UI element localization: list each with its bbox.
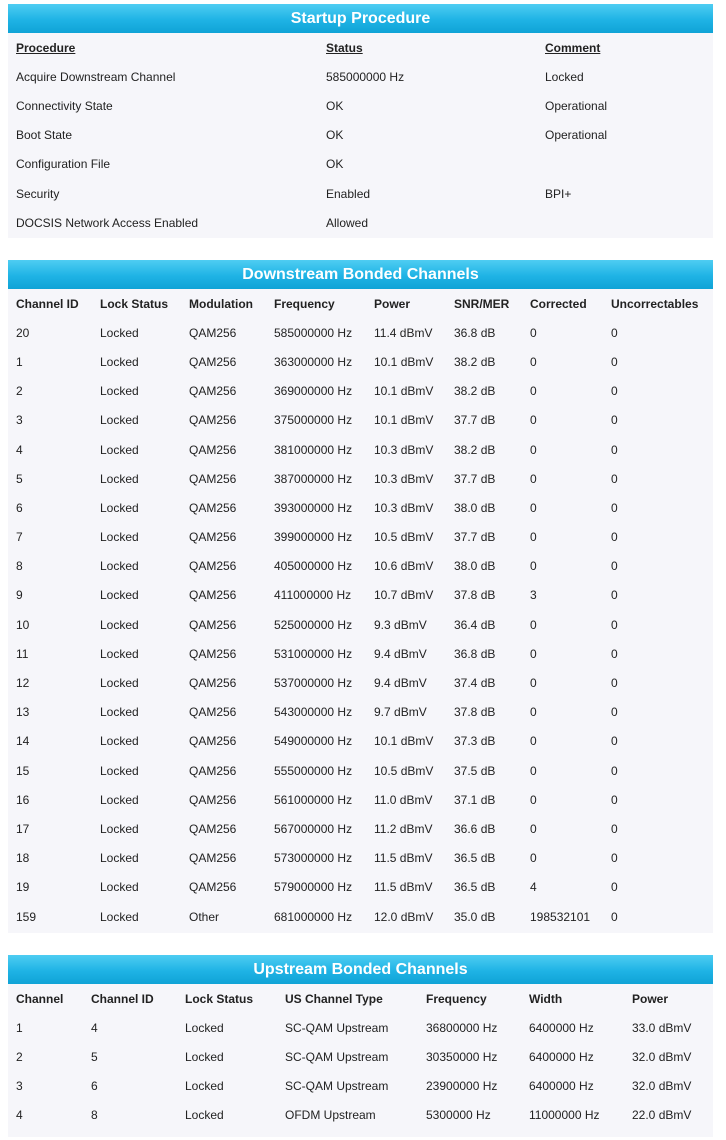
table-cell: 585000000 Hz (274, 325, 353, 340)
column-header: US Channel Type (285, 991, 383, 1006)
table-cell: Locked (100, 821, 139, 836)
table-cell: 1 (16, 1020, 23, 1035)
table-cell: 543000000 Hz (274, 705, 353, 720)
table-cell: Locked (100, 413, 139, 428)
table-cell: 37.3 dB (454, 734, 496, 749)
table-cell: 10.1 dBmV (374, 384, 434, 399)
table-row (8, 1013, 713, 1042)
table-cell: 387000000 Hz (274, 471, 353, 486)
table-cell: 0 (530, 530, 537, 545)
table-cell: Security (16, 186, 60, 201)
downstream-channels-table (8, 289, 713, 931)
table-cell: QAM256 (189, 588, 237, 603)
table-cell: 198532101 (530, 909, 591, 924)
table-cell: 16 (16, 792, 30, 807)
table-row (8, 523, 713, 552)
table-cell: 11.4 dBmV (374, 325, 433, 340)
table-cell: 9.3 dBmV (374, 617, 427, 632)
table-cell: 6 (16, 500, 23, 515)
column-header: Channel ID (16, 296, 79, 311)
table-row (8, 1042, 713, 1071)
table-cell: 35.0 dB (454, 909, 496, 924)
table-cell: Locked (100, 588, 139, 603)
table-cell: 3 (530, 588, 537, 603)
table-cell: 375000000 Hz (274, 413, 353, 428)
table-cell: Locked (100, 880, 139, 895)
table-row (8, 435, 713, 464)
column-header: Comment (545, 40, 601, 55)
table-cell: 0 (611, 384, 618, 399)
table-cell: 0 (611, 880, 618, 895)
table-row (8, 150, 713, 179)
table-cell: 0 (611, 588, 618, 603)
column-header: Channel ID (91, 991, 154, 1006)
table-row (8, 610, 713, 639)
table-cell: 0 (530, 705, 537, 720)
table-cell: Operational (545, 128, 608, 143)
table-cell: Operational (545, 98, 608, 113)
table-cell: DOCSIS Network Access Enabled (16, 215, 199, 230)
table-cell: 30350000 Hz (426, 1049, 498, 1064)
table-cell: 0 (611, 471, 618, 486)
table-cell: 4 (16, 1108, 23, 1123)
table-cell (537, 208, 713, 237)
table-cell: 2 (16, 384, 23, 399)
table-cell: 0 (530, 734, 537, 749)
table-cell: 0 (530, 384, 537, 399)
table-cell: 0 (530, 471, 537, 486)
table-cell: OK (326, 98, 344, 113)
table-cell: Locked (185, 1020, 224, 1035)
table-cell: 36.4 dB (454, 617, 496, 632)
table-cell: 36.5 dB (454, 880, 496, 895)
table-cell: 37.1 dB (454, 792, 496, 807)
table-cell: 399000000 Hz (274, 530, 353, 545)
table-cell: 5300000 Hz (426, 1108, 491, 1123)
table-cell: 0 (530, 763, 537, 778)
table-row (8, 406, 713, 435)
column-header: Modulation (189, 296, 253, 311)
table-cell: 6400000 Hz (529, 1020, 594, 1035)
table-row (8, 62, 713, 91)
table-cell: 10 (16, 617, 30, 632)
table-cell: 0 (530, 646, 537, 661)
table-cell: 10.1 dBmV (374, 413, 434, 428)
table-cell: QAM256 (189, 384, 237, 399)
table-cell: 0 (530, 821, 537, 836)
table-cell: 32.0 dBmV (632, 1079, 692, 1094)
table-cell: 12.0 dBmV (374, 909, 434, 924)
table-cell: Locked (185, 1079, 224, 1094)
column-header: Procedure (16, 40, 76, 55)
table-cell: QAM256 (189, 559, 237, 574)
table-cell: 10.6 dBmV (374, 559, 434, 574)
table-row (8, 873, 713, 902)
table-cell: 0 (530, 676, 537, 691)
table-row (8, 464, 713, 493)
table-cell: Locked (185, 1108, 224, 1123)
table-cell: SC-QAM Upstream (285, 1020, 389, 1035)
table-cell: OK (326, 128, 344, 143)
table-cell: 10.1 dBmV (374, 354, 434, 369)
table-cell: 6400000 Hz (529, 1079, 594, 1094)
table-cell: SC-QAM Upstream (285, 1049, 389, 1064)
table-cell: 36800000 Hz (426, 1020, 498, 1035)
table-cell: 20 (16, 325, 30, 340)
table-cell: 17 (16, 821, 30, 836)
table-cell: 2 (16, 1049, 23, 1064)
table-cell: 12 (16, 676, 30, 691)
table-row (8, 756, 713, 785)
table-cell: 38.0 dB (454, 559, 496, 574)
table-cell: 10.3 dBmV (374, 500, 434, 515)
table-row (8, 814, 713, 843)
table-cell: 0 (611, 354, 618, 369)
table-cell: 0 (611, 530, 618, 545)
table-cell: 0 (611, 705, 618, 720)
table-cell: Locked (100, 442, 139, 457)
table-cell: OK (326, 157, 344, 172)
table-cell: 0 (530, 617, 537, 632)
table-cell: 10.5 dBmV (374, 530, 434, 545)
table-cell: Locked (100, 734, 139, 749)
column-header: Uncorrectables (611, 296, 699, 311)
table-cell: 4 (530, 880, 537, 895)
table-cell: 18 (16, 851, 30, 866)
table-cell: 37.5 dB (454, 763, 496, 778)
upstream-channels-title: Upstream Bonded Channels (8, 955, 713, 984)
table-row (8, 1101, 713, 1130)
table-cell: 525000000 Hz (274, 617, 353, 632)
column-header: Lock Status (100, 296, 169, 311)
table-cell: 38.2 dB (454, 442, 496, 457)
table-cell: Other (189, 909, 220, 924)
table-cell: 23900000 Hz (426, 1079, 498, 1094)
table-cell: 36.8 dB (454, 325, 496, 340)
table-row (8, 493, 713, 522)
table-cell: 0 (611, 617, 618, 632)
table-cell: 10.1 dBmV (374, 734, 434, 749)
table-cell: 0 (530, 500, 537, 515)
table-cell: Locked (100, 617, 139, 632)
table-cell: 9.7 dBmV (374, 705, 427, 720)
table-cell: 38.0 dB (454, 500, 496, 515)
table-cell: 11.5 dBmV (374, 880, 433, 895)
column-header: Status (326, 40, 363, 55)
table-cell: 4 (16, 442, 23, 457)
table-cell: Configuration File (16, 157, 111, 172)
table-row (8, 179, 713, 208)
table-cell: 37.7 dB (454, 413, 496, 428)
table-cell: Locked (100, 851, 139, 866)
table-cell: 10.3 dBmV (374, 442, 434, 457)
table-cell: 567000000 Hz (274, 821, 353, 836)
column-header: Frequency (426, 991, 487, 1006)
table-cell: 0 (611, 763, 618, 778)
table-cell: QAM256 (189, 763, 237, 778)
table-row (8, 902, 713, 931)
table-cell: 549000000 Hz (274, 734, 353, 749)
table-cell: QAM256 (189, 851, 237, 866)
table-cell: 11.0 dBmV (374, 792, 433, 807)
table-cell: 363000000 Hz (274, 354, 353, 369)
table-cell: 9.4 dBmV (374, 646, 427, 661)
table-cell: 0 (611, 909, 618, 924)
table-cell: 15 (16, 763, 30, 778)
table-cell: Locked (100, 676, 139, 691)
column-header: Lock Status (185, 991, 254, 1006)
table-row (8, 844, 713, 873)
table-cell: 555000000 Hz (274, 763, 353, 778)
table-cell: 0 (530, 851, 537, 866)
table-cell: 405000000 Hz (274, 559, 353, 574)
table-cell: 3 (16, 1079, 23, 1094)
table-cell: 585000000 Hz (326, 69, 405, 84)
table-cell: 0 (530, 413, 537, 428)
table-cell: 0 (611, 413, 618, 428)
table-cell: 0 (611, 442, 618, 457)
table-row (8, 727, 713, 756)
table-cell: 33.0 dBmV (632, 1020, 692, 1035)
table-cell: 573000000 Hz (274, 851, 353, 866)
table-cell: 11.5 dBmV (374, 851, 433, 866)
table-cell: 1 (16, 354, 23, 369)
table-cell: 37.7 dB (454, 530, 496, 545)
table-header-row (8, 984, 713, 1013)
table-cell: 537000000 Hz (274, 676, 353, 691)
table-cell: 36.8 dB (454, 646, 496, 661)
table-cell: 9 (16, 588, 23, 603)
table-cell: 0 (611, 734, 618, 749)
startup-procedure-table (8, 33, 713, 237)
table-row (8, 377, 713, 406)
table-row (8, 121, 713, 150)
table-cell: QAM256 (189, 792, 237, 807)
table-cell: Acquire Downstream Channel (16, 69, 176, 84)
table-cell: 0 (530, 442, 537, 457)
table-cell: 6400000 Hz (529, 1049, 594, 1064)
column-header: SNR/MER (454, 296, 510, 311)
table-cell: Locked (100, 646, 139, 661)
table-cell: Locked (100, 909, 139, 924)
upstream-channels-table (8, 984, 713, 1130)
table-cell: 4 (91, 1020, 98, 1035)
table-cell: Locked (100, 705, 139, 720)
table-cell: QAM256 (189, 880, 237, 895)
table-cell: QAM256 (189, 530, 237, 545)
table-cell: Locked (100, 763, 139, 778)
table-cell: 36.6 dB (454, 821, 496, 836)
table-cell: QAM256 (189, 676, 237, 691)
table-row (8, 698, 713, 727)
table-cell: 11 (16, 646, 29, 661)
table-cell: Locked (100, 325, 139, 340)
table-cell: 37.7 dB (454, 471, 496, 486)
table-cell: 0 (611, 676, 618, 691)
table-cell: 5 (16, 471, 23, 486)
table-cell: 0 (530, 559, 537, 574)
upstream-channels-panel (8, 955, 713, 1137)
table-cell: 37.8 dB (454, 588, 496, 603)
table-cell: QAM256 (189, 442, 237, 457)
table-cell: Locked (185, 1049, 224, 1064)
table-cell: 36.5 dB (454, 851, 496, 866)
table-cell: QAM256 (189, 646, 237, 661)
table-cell: 38.2 dB (454, 384, 496, 399)
table-cell: 561000000 Hz (274, 792, 353, 807)
table-cell: SC-QAM Upstream (285, 1079, 389, 1094)
column-header: Channel (16, 991, 64, 1006)
table-cell: Locked (100, 384, 139, 399)
table-cell: 0 (530, 325, 537, 340)
table-cell: QAM256 (189, 705, 237, 720)
table-row (8, 1072, 713, 1101)
table-cell: 0 (611, 646, 618, 661)
table-row (8, 91, 713, 120)
table-cell: 32.0 dBmV (632, 1049, 692, 1064)
table-cell: QAM256 (189, 354, 237, 369)
table-cell: QAM256 (189, 471, 237, 486)
table-cell: 579000000 Hz (274, 880, 353, 895)
table-cell: 11000000 Hz (529, 1108, 600, 1123)
table-header-row (8, 33, 713, 62)
table-cell: 10.7 dBmV (374, 588, 434, 603)
table-cell: Locked (100, 559, 139, 574)
table-cell: 14 (16, 734, 30, 749)
table-cell: QAM256 (189, 617, 237, 632)
column-header: Corrected (530, 296, 587, 311)
table-cell: QAM256 (189, 821, 237, 836)
table-cell: 38.2 dB (454, 354, 496, 369)
table-cell: 0 (611, 821, 618, 836)
table-cell: 3 (16, 413, 23, 428)
table-row (8, 639, 713, 668)
table-cell: 681000000 Hz (274, 909, 353, 924)
table-cell: BPI+ (545, 186, 572, 201)
table-cell: Locked (100, 792, 139, 807)
table-cell: 10.3 dBmV (374, 471, 434, 486)
table-cell: QAM256 (189, 413, 237, 428)
table-cell: Locked (545, 69, 584, 84)
table-cell: 0 (530, 792, 537, 807)
table-row (8, 208, 713, 237)
table-cell: Locked (100, 354, 139, 369)
table-cell: 393000000 Hz (274, 500, 353, 515)
table-cell: Enabled (326, 186, 371, 201)
table-cell: 5 (91, 1049, 98, 1064)
table-cell: 8 (91, 1108, 98, 1123)
table-row (8, 785, 713, 814)
table-cell: 0 (611, 851, 618, 866)
table-cell: 0 (611, 792, 618, 807)
table-cell: Boot State (16, 128, 73, 143)
table-cell: 13 (16, 705, 30, 720)
table-cell: 369000000 Hz (274, 384, 353, 399)
column-header: Power (632, 991, 669, 1006)
startup-procedure-panel (8, 4, 713, 238)
table-row (8, 668, 713, 697)
table-cell: Connectivity State (16, 98, 113, 113)
table-row (8, 347, 713, 376)
table-cell: 37.8 dB (454, 705, 496, 720)
table-cell: 8 (16, 559, 23, 574)
startup-procedure-title: Startup Procedure (8, 4, 713, 33)
table-cell: Allowed (326, 215, 369, 230)
table-cell: 0 (611, 559, 618, 574)
table-cell: 0 (611, 325, 618, 340)
table-row (8, 581, 713, 610)
table-cell: 19 (16, 880, 30, 895)
table-cell: 11.2 dBmV (374, 821, 433, 836)
table-cell: QAM256 (189, 734, 237, 749)
table-cell: 37.4 dB (454, 676, 496, 691)
table-cell: 9.4 dBmV (374, 676, 427, 691)
table-cell: Locked (100, 471, 139, 486)
column-header: Frequency (274, 296, 335, 311)
column-header: Power (374, 296, 411, 311)
table-cell (537, 150, 713, 179)
table-cell: 381000000 Hz (274, 442, 353, 457)
downstream-channels-title: Downstream Bonded Channels (8, 260, 713, 289)
table-cell: 531000000 Hz (274, 646, 353, 661)
column-header: Width (529, 991, 563, 1006)
table-cell: 0 (611, 500, 618, 515)
table-cell: Locked (100, 530, 139, 545)
table-row (8, 318, 713, 347)
table-cell: 10.5 dBmV (374, 763, 434, 778)
table-cell: QAM256 (189, 500, 237, 515)
table-cell: 7 (16, 530, 23, 545)
table-cell: QAM256 (189, 325, 237, 340)
table-cell: Locked (100, 500, 139, 515)
table-cell: 159 (16, 909, 37, 924)
table-cell: 22.0 dBmV (632, 1108, 692, 1123)
table-cell: OFDM Upstream (285, 1108, 376, 1123)
table-row (8, 552, 713, 581)
table-cell: 6 (91, 1079, 98, 1094)
table-cell: 0 (530, 354, 537, 369)
table-header-row (8, 289, 713, 318)
downstream-channels-panel (8, 260, 713, 933)
table-cell: 411000000 Hz (274, 588, 352, 603)
